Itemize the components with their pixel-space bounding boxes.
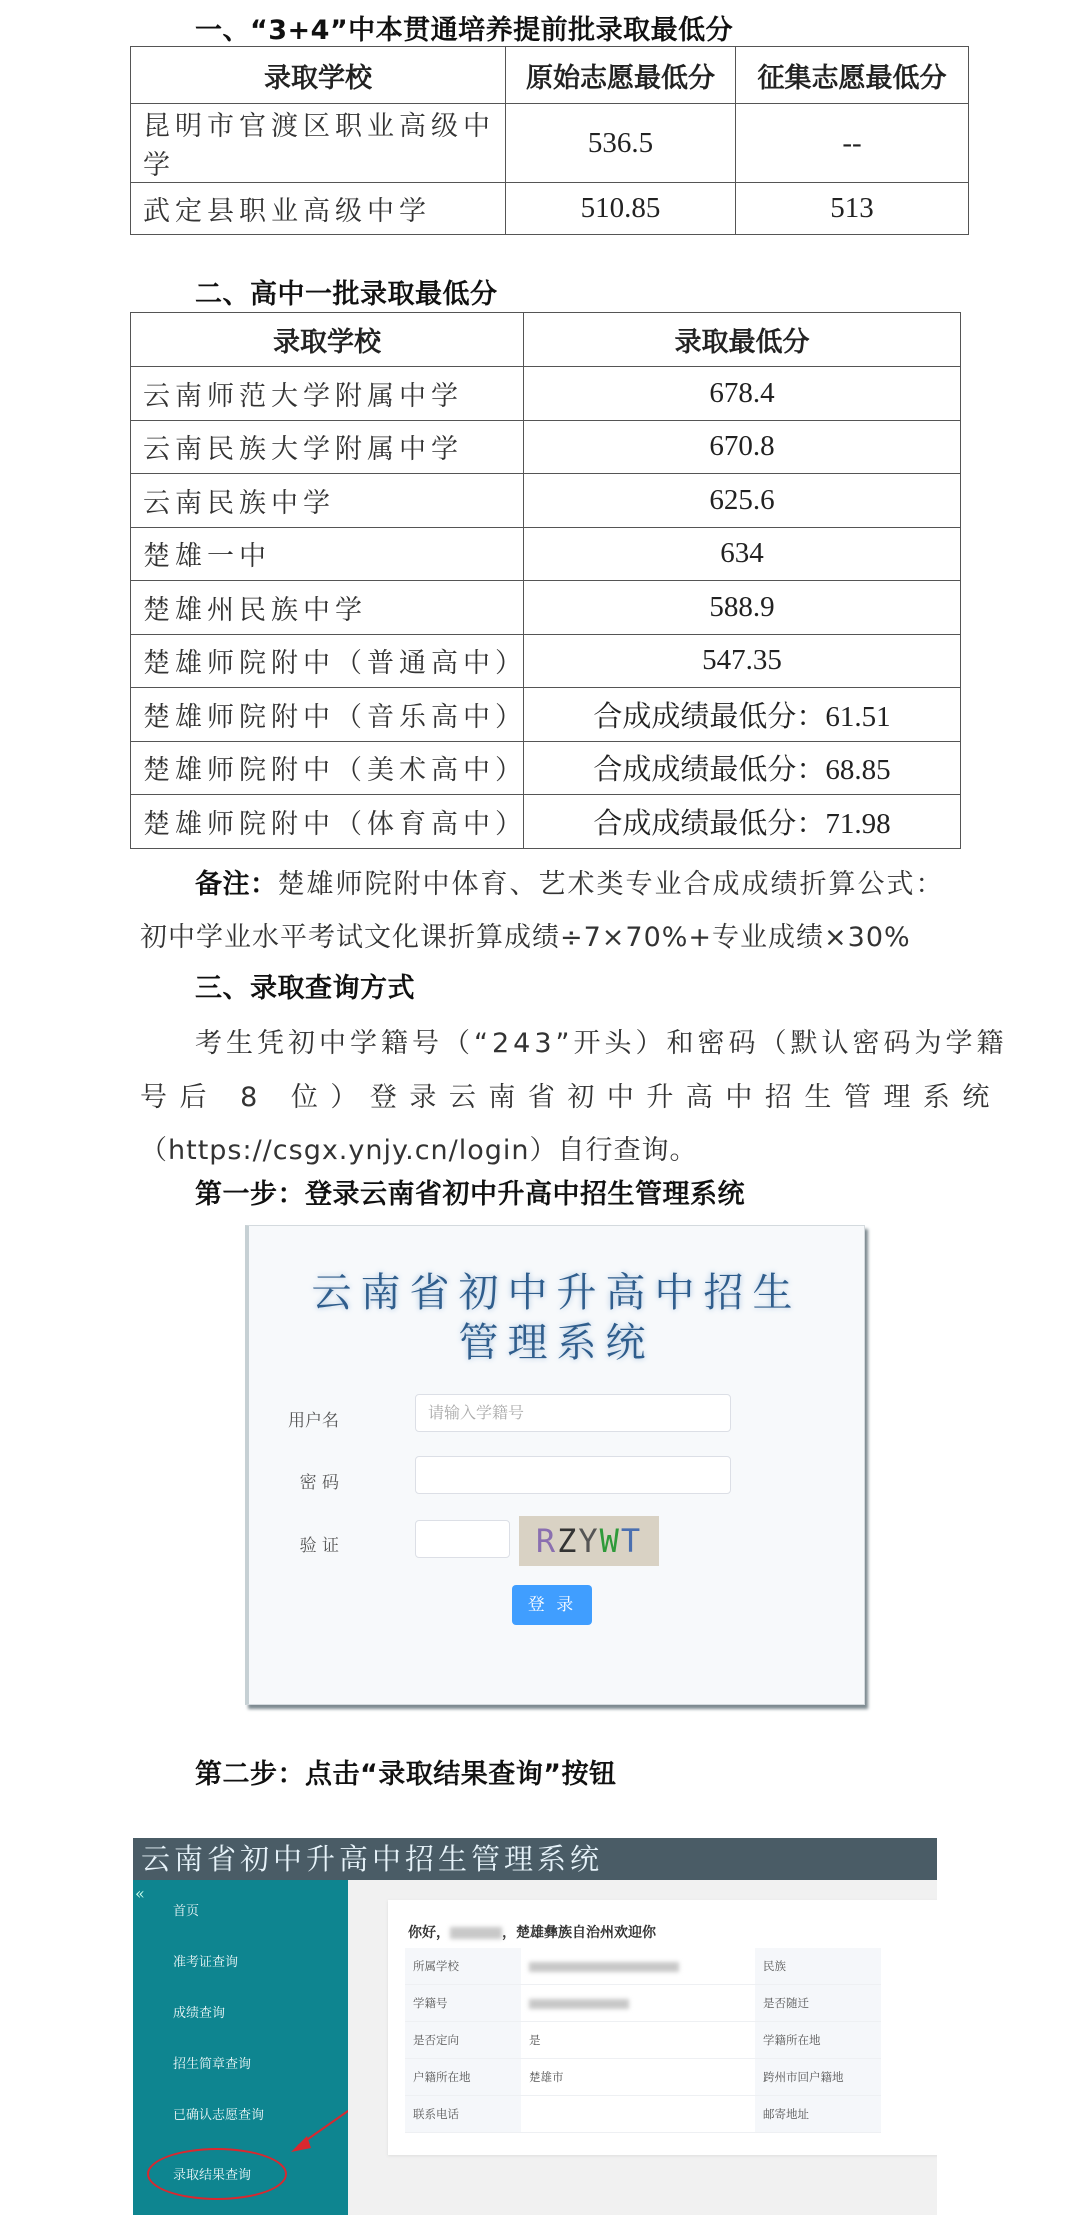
- info-row: [405, 2059, 881, 2096]
- school-name: 云南民族大学附属中学: [131, 420, 524, 474]
- table-row: [131, 795, 961, 849]
- password-input[interactable]: [415, 1456, 731, 1494]
- min-score: 634: [524, 527, 961, 581]
- sidebar-item-admission-ticket[interactable]: 准考证查询: [173, 1955, 239, 1970]
- login-screenshot: [245, 1225, 865, 1705]
- query-paragraph-line-1: 考生凭初中学籍号（“243”开头）和密码（默认密码为学籍: [195, 1028, 1008, 1059]
- greeting: [408, 1922, 656, 1942]
- sidebar-item-home[interactable]: 首页: [173, 1904, 200, 1919]
- table-row: [131, 183, 969, 235]
- school-name: 云南民族中学: [131, 474, 524, 528]
- info-row: [405, 2096, 881, 2133]
- header-min-score: 录取最低分: [524, 313, 961, 367]
- info-label: 民族: [755, 1948, 881, 1985]
- header-collected-min: 征集志愿最低分: [736, 47, 969, 104]
- school-name: 楚雄师院附中（音乐高中）: [131, 688, 524, 742]
- captcha-char: R: [535, 1522, 558, 1560]
- table-row: [131, 741, 961, 795]
- header-school: 录取学校: [131, 47, 506, 104]
- captcha-char: W: [599, 1522, 621, 1560]
- school-name: 楚雄师院附中（美术高中）: [131, 741, 524, 795]
- collapse-icon[interactable]: «: [135, 1884, 145, 1903]
- sidebar-item-admission-result[interactable]: 录取结果查询: [173, 2168, 252, 2183]
- table-row: [131, 688, 961, 742]
- captcha-char: Z: [557, 1522, 579, 1560]
- info-label: 联系电话: [405, 2096, 521, 2133]
- info-value: [521, 1985, 755, 2022]
- min-score: 625.6: [524, 474, 961, 528]
- captcha-char: Y: [578, 1522, 600, 1560]
- captcha-char: T: [620, 1522, 643, 1560]
- original-min-score: 536.5: [506, 104, 736, 183]
- sidebar: [133, 1880, 348, 2215]
- info-value: 是: [521, 2022, 755, 2059]
- student-info-table: [405, 1948, 881, 2133]
- login-title-line-2: 管理系统: [458, 1320, 655, 1366]
- info-value: 楚雄市: [521, 2059, 755, 2096]
- student-info-card: [388, 1900, 937, 2155]
- login-title-line-1: 云南省初中升高中招生: [311, 1270, 802, 1316]
- info-label: 跨州市回户籍地: [755, 2059, 881, 2096]
- collected-min-score: --: [736, 104, 969, 183]
- info-label: 学籍所在地: [755, 2022, 881, 2059]
- info-value: [521, 2096, 755, 2133]
- first-batch-table: [130, 312, 961, 849]
- school-name: 武定县职业高级中学: [131, 183, 506, 235]
- min-score: 670.8: [524, 420, 961, 474]
- section2-title: 二、高中一批录取最低分: [195, 279, 498, 310]
- sidebar-item-scores[interactable]: 成绩查询: [173, 2006, 226, 2021]
- school-name: 云南师范大学附属中学: [131, 367, 524, 421]
- school-name: 楚雄师院附中（体育高中）: [131, 795, 524, 849]
- info-value: [521, 1948, 755, 1985]
- captcha-input[interactable]: [415, 1520, 510, 1558]
- min-score: 合成成绩最低分：71.98: [524, 795, 961, 849]
- query-paragraph-line-3: （https://csgx.ynjy.cn/login）自行查询。: [140, 1135, 698, 1166]
- step2-title: 第二步：点击“录取结果查询”按钮: [195, 1759, 617, 1790]
- table-row: [131, 367, 961, 421]
- original-min-score: 510.85: [506, 183, 736, 235]
- table-row: [131, 527, 961, 581]
- query-paragraph-line-2: 号后 8 位）登录云南省初中升高中招生管理系统: [140, 1082, 1002, 1113]
- redacted-value: [529, 1962, 679, 1972]
- username-input[interactable]: 请输入学籍号: [415, 1394, 731, 1432]
- min-score: 588.9: [524, 581, 961, 635]
- school-name: 昆明市官渡区职业高级中学: [131, 104, 506, 183]
- table-row: [131, 474, 961, 528]
- table-row: [131, 104, 969, 183]
- greeting-prefix: 你好，: [408, 1925, 450, 1941]
- info-row: [405, 1985, 881, 2022]
- school-name: 楚雄州民族中学: [131, 581, 524, 635]
- sidebar-item-confirmed-choices[interactable]: 已确认志愿查询: [173, 2108, 265, 2123]
- main-panel: [348, 1880, 937, 2215]
- section1-title: 一、“3+4”中本贯通培养提前批录取最低分: [195, 15, 734, 46]
- note-label: 备注：: [195, 869, 278, 900]
- captcha-label: 验 证: [299, 1536, 339, 1556]
- system-header-title: 云南省初中升高中招生管理系统: [133, 1838, 937, 1880]
- school-name: 楚雄师院附中（普通高中）: [131, 634, 524, 688]
- info-label: 是否随迁: [755, 1985, 881, 2022]
- min-score: 合成成绩最低分：68.85: [524, 741, 961, 795]
- min-score: 547.35: [524, 634, 961, 688]
- greeting-suffix: ，楚雄彝族自治州欢迎你: [502, 1925, 656, 1941]
- table-row: [131, 420, 961, 474]
- note-formula: 初中学业水平考试文化课折算成绩÷7×70%+专业成绩×30%: [140, 922, 911, 953]
- login-button[interactable]: 登 录: [512, 1585, 592, 1625]
- system-screenshot: [133, 1838, 937, 2215]
- info-row: [405, 1948, 881, 1985]
- table-row: [131, 581, 961, 635]
- sidebar-item-brochure[interactable]: 招生简章查询: [173, 2057, 252, 2072]
- info-row: [405, 2022, 881, 2059]
- early-batch-table: [130, 46, 969, 235]
- collected-min-score: 513: [736, 183, 969, 235]
- school-name: 楚雄一中: [131, 527, 524, 581]
- info-label: 学籍号: [405, 1985, 521, 2022]
- header-school: 录取学校: [131, 313, 524, 367]
- info-label: 户籍所在地: [405, 2059, 521, 2096]
- info-label: 是否定向: [405, 2022, 521, 2059]
- header-original-min: 原始志愿最低分: [506, 47, 736, 104]
- captcha-image[interactable]: [519, 1516, 659, 1566]
- step1-title: 第一步：登录云南省初中升高中招生管理系统: [195, 1179, 745, 1210]
- min-score: 678.4: [524, 367, 961, 421]
- note-line-1: [195, 862, 945, 901]
- note-text: 楚雄师院附中体育、艺术类专业合成成绩折算公式：: [277, 869, 945, 900]
- highlight-ellipse: [147, 2148, 287, 2200]
- section3-title: 三、录取查询方式: [195, 973, 415, 1004]
- table-row: [131, 634, 961, 688]
- username-label: 用户名: [288, 1411, 339, 1431]
- redacted-name: [450, 1927, 502, 1939]
- info-label: 邮寄地址: [755, 2096, 881, 2133]
- redacted-value: [529, 1999, 629, 2009]
- min-score: 合成成绩最低分：61.51: [524, 688, 961, 742]
- password-label: 密 码: [299, 1473, 339, 1493]
- info-label: 所属学校: [405, 1948, 521, 1985]
